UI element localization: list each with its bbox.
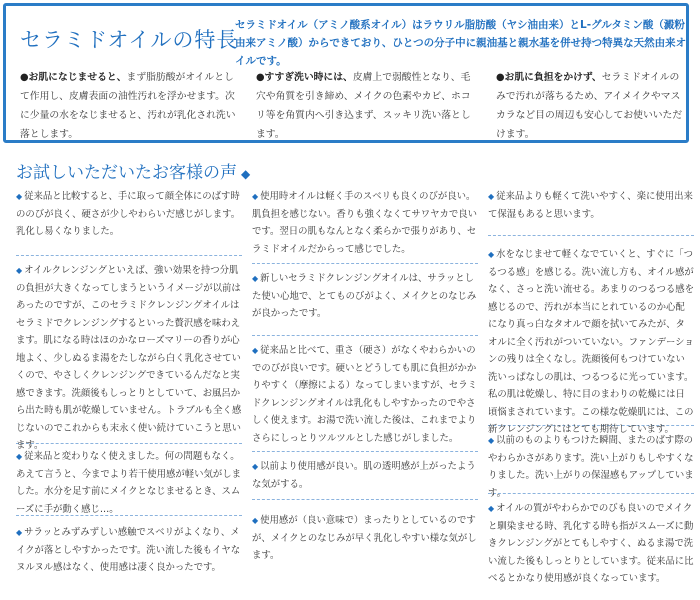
review-mark-icon: ◆ xyxy=(16,266,23,275)
review-text: 従来品よりも軽くて洗いやすく、楽に使用出来て保湿もあると思います。 xyxy=(488,191,693,220)
review-mark-icon: ◆ xyxy=(16,452,23,461)
review-c2-5 xyxy=(252,512,478,578)
review-text: サラッとみずみずしい感触でスベリがよくなり、メイクが落としやすかったです。洗い流した後もイヤなヌルヌル感はなく、使用感は凄く良かったです。 xyxy=(16,527,241,573)
review-text: 水をなじませて軽くなでていくと、すぐに「つるつる感」を感じる。洗い流し方も、オイル感がなく、さっと洗い流せる。あまりのつるつる感を感じるので、汚れが本当にとれているのか心配になり真っ白なタオルで顔を拭いてみたが、タオルに全く汚れがついていない。ファンデーションの残りは全くなし。洗顔後何もつけていない洗いっぱなしの肌は、つるつるに光っています。私の肌は乾燥し、特に目のまわりの乾燥には日頃悩まされています。この様な乾燥肌には、この新クレンジングにはとても期待しています。 xyxy=(488,249,694,435)
review-c3-1 xyxy=(488,188,694,236)
review-c2-4 xyxy=(252,458,478,500)
feature-2-lead: ●すすぎ洗い時には、 xyxy=(256,72,353,83)
feature-2 xyxy=(256,68,476,144)
review-text: オイルの質がやわらかでのびも良いのでメイクと馴染ませる時、乳化する時も指がスムーズに動きクレンジングがとてもしやすく、ぬるま湯で洗い流した後もしっとりとしています。従来品に比べるとかなり使用感が良くなっています。 xyxy=(488,503,694,584)
review-c1-3 xyxy=(16,448,242,516)
review-c1-4 xyxy=(16,524,242,596)
feature-3 xyxy=(496,68,684,144)
review-c1-2 xyxy=(16,262,242,451)
review-mark-icon: ◆ xyxy=(252,274,259,283)
review-mark-icon: ◆ xyxy=(252,516,259,525)
review-text: 従来品と比較すると、手に取って顔全体にのばす時ののびが良く、硬さが少しやわらいだ感じがします。乳化し易くなりました。 xyxy=(16,191,241,237)
review-text: オイルクレンジングといえば、強い効果を持つ分肌の負担が大きくなってしまうというイメージが以前はあったのですが、このセラミドクレンジングオイルはセラミドでクレンジングするといった贅沢感を味わえます。肌になる時はほのかなローズマリーの香りが心地よく、少しぬるま湯をたしながら白く乳化させていくので、やさしくクレンジングできているんだなと実感できます。洗顔後もしっとりとしていて、お風呂から出た時も肌が乾燥していません。トラブルも全く感じないのでこれからも末永く使い続けていこうと思います。 xyxy=(16,265,242,451)
review-c1-1 xyxy=(16,188,242,256)
review-mark-icon: ◆ xyxy=(252,462,259,471)
review-c2-3 xyxy=(252,342,478,452)
feature-3-lead: ●お肌に負担をかけず、 xyxy=(496,72,602,83)
feature-1-lead: ●お肌になじませると、 xyxy=(20,72,127,83)
voices-diamond-icon: ◆ xyxy=(241,167,251,181)
voices-heading-text: お試しいただいたお客様の声 xyxy=(16,163,237,183)
feature-3-text: セラミドオイルのみで汚れが落ちるため、アイメイクやマスカラなど目の周辺も安心してお使いいただけます。 xyxy=(496,72,683,140)
page-title: セラミドオイルの特長 xyxy=(20,28,239,52)
review-c2-2 xyxy=(252,270,478,336)
review-mark-icon: ◆ xyxy=(488,192,495,201)
feature-1 xyxy=(20,68,240,144)
review-text: 使用時オイルは軽く手のスベリも良くのびが良い。肌負担を感じない。香りも強くなくてサワヤカで良いです。翌日の肌もなんとなく柔らかで張りがあり、セラミドオイルだからって感じでした。 xyxy=(252,191,478,255)
review-c2-1 xyxy=(252,188,478,264)
review-text: 新しいセラミドクレンジングオイルは、サラッとした使い心地で、とてものびがよく、メイクとのなじみが良かったです。 xyxy=(252,273,477,319)
voices-heading xyxy=(16,158,250,183)
review-text: 従来品と変わりなく使えました。何の問題もなく。あえて言うと、今までより若干使用感が軽い気がしました。水分を足す前にメイクとなじませるとき、スムーズに手が動く感じ…。 xyxy=(16,451,242,515)
review-c3-2 xyxy=(488,246,694,435)
review-mark-icon: ◆ xyxy=(488,436,495,445)
review-mark-icon: ◆ xyxy=(488,250,495,259)
review-mark-icon: ◆ xyxy=(16,528,23,537)
review-mark-icon: ◆ xyxy=(16,192,23,201)
features-panel xyxy=(3,3,689,143)
feature-1-text: まず脂肪酸がオイルとして作用し、皮膚表面の油性汚れを浮かせます。次に少量の水をなじませると、汚れが乳化され洗い落とします。 xyxy=(20,72,236,140)
review-mark-icon: ◆ xyxy=(252,346,259,355)
feature-2-text: 皮膚上で弱酸性となり、毛穴や角質を引き締め、メイクの色素やカビ、ホコリ等を角質内へ引き込まず、スッキリ洗い落とします。 xyxy=(256,72,471,140)
review-text: 使用感が（良い意味で）まったりとしているのですが、メイクとのなじみが早く乳化しやすい様な気がします。 xyxy=(252,515,477,561)
intro-text: セラミドオイル（アミノ酸系オイル）はラウリル脂肪酸（ヤシ油由来）とL-グルタミン酸（澱粉由来アミノ酸）からできており、ひとつの分子中に親油基と親水基を併せ持つ特異な天然由来オイルです。 xyxy=(235,19,687,67)
review-text: 従来品と比べて、重さ（硬さ）がなくやわらかいのでのびが良いです。硬いとどうしても肌に負担がかかりやすく（摩擦による）なってしまいますが、セラミドクレンジングオイルは乳化もしやすかったのでやさしく使えます。お湯で洗い流した後は、これまでよりさらにしっとりツルツルとした感じがしました。 xyxy=(252,345,478,444)
review-c3-4 xyxy=(488,500,694,596)
review-mark-icon: ◆ xyxy=(488,504,495,513)
review-mark-icon: ◆ xyxy=(252,192,259,201)
review-text: 以前より使用感が良い。肌の透明感が上がったような気がする。 xyxy=(252,461,476,490)
review-text: 以前のものよりもつけた瞬間、またのばす際のやわらかさがあります。洗い上がりもしやすくなりました。洗い上がりの保湿感もアップしています。 xyxy=(488,435,694,499)
review-c3-3 xyxy=(488,432,694,499)
